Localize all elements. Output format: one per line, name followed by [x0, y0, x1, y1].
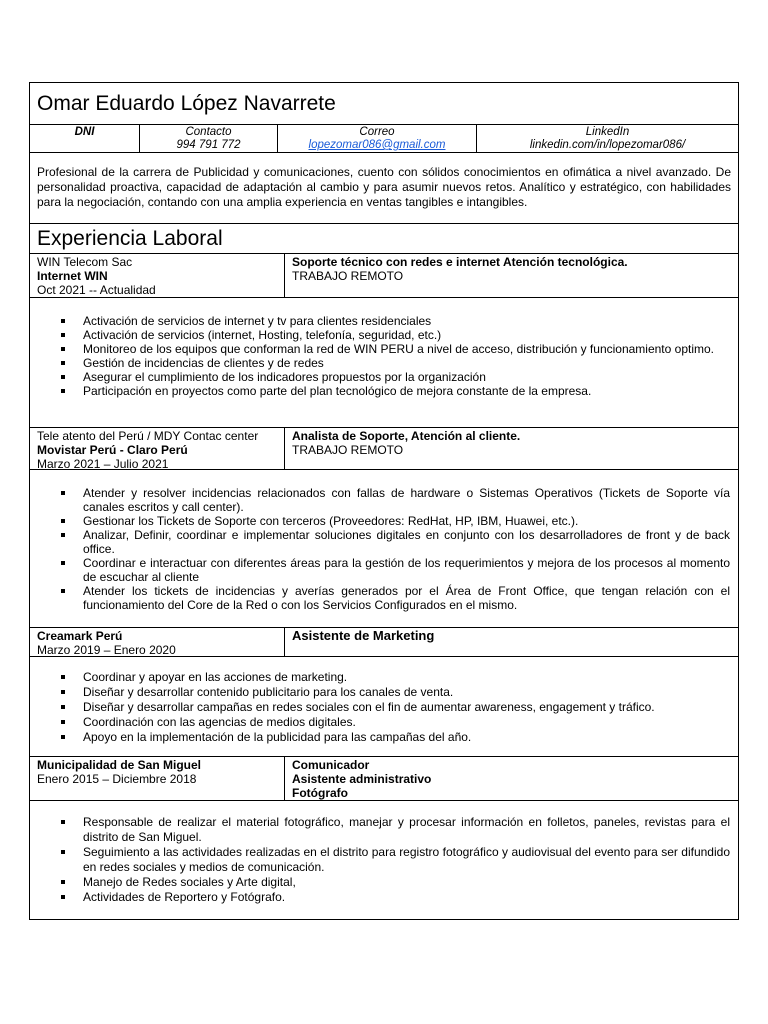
job-header	[30, 254, 738, 298]
job-duties	[30, 657, 738, 757]
linkedin-cell	[477, 125, 738, 152]
role-title: Asistente de Marketing	[292, 628, 435, 643]
job-company	[30, 428, 285, 469]
job-duties	[30, 298, 738, 428]
list-item: Manejo de Redes sociales y Arte digital,	[83, 875, 730, 890]
job-period: Enero 2015 – Diciembre 2018	[37, 772, 197, 786]
list-item: Atender los tickets de incidencias y averías generados por el Área de Front Office, que tengan relación con el funcionamiento del Core de la Red o con los Servicios Configurados en el mismo.	[83, 584, 730, 612]
job-duties	[30, 470, 738, 628]
job-period: Marzo 2019 – Enero 2020	[37, 643, 176, 657]
company-name: Tele atento del Perú / MDY Contac center	[37, 429, 259, 443]
job-company	[30, 254, 285, 297]
role-title: Asistente administrativo	[292, 772, 432, 786]
company-name: WIN Telecom Sac	[37, 255, 133, 269]
list-item: Apoyo en la implementación de la publicidad para las campañas del año.	[83, 730, 730, 745]
list-item: Diseñar y desarrollar contenido publicitario para los canales de venta.	[83, 685, 730, 700]
role-title: Fotógrafo	[292, 786, 348, 800]
role-title: Comunicador	[292, 758, 370, 772]
candidate-name: Omar Eduardo López Navarrete	[30, 83, 738, 125]
company-name: Creamark Perú	[37, 629, 123, 643]
linkedin-label: LinkedIn	[585, 126, 630, 138]
list-item: Responsable de realizar el material fotográfico, manejar y procesar información en folletos, paneles, revistas para el distrito de San Miguel.	[83, 815, 730, 844]
job-role	[285, 628, 738, 656]
experience-title: Experiencia Laboral	[30, 224, 738, 254]
work-mode: TRABAJO REMOTO	[292, 269, 404, 283]
list-item: Atender y resolver incidencias relacionados con fallas de hardware o Sistemas Operativos (Tickets de Soporte vía canales escritos y call center).	[83, 486, 730, 514]
job-period: Marzo 2021 – Julio 2021	[37, 457, 169, 471]
job-header	[30, 628, 738, 657]
job-company	[30, 628, 285, 656]
list-item: Monitoreo de los equipos que conforman la red de WIN PERU a nivel de acceso, distribución y funcionamiento optimo.	[83, 342, 730, 356]
company-brand: Internet WIN	[37, 269, 108, 283]
email-link[interactable]: lopezomar086@gmail.com	[308, 139, 446, 151]
list-item: Participación en proyectos como parte del plan tecnológico de mejora constante de la empresa.	[83, 384, 730, 398]
company-name: Municipalidad de San Miguel	[37, 758, 202, 772]
list-item: Coordinación con las agencias de medios digitales.	[83, 715, 730, 730]
email-label: Correo	[359, 126, 395, 138]
job-company	[30, 757, 285, 800]
job-roles	[285, 757, 738, 800]
list-item: Coordinar e interactuar con diferentes áreas para la gestión de los requerimientos y mejora de los procesos al momento de escuchar al cliente	[83, 556, 730, 584]
list-item: Activación de servicios (internet, Hosting, telefonía, seguridad, etc.)	[83, 328, 730, 342]
list-item: Asegurar el cumplimiento de los indicadores propuestos por la organización	[83, 370, 730, 384]
job-role	[285, 254, 738, 297]
list-item: Seguimiento a las actividades realizadas en el distrito para registro fotográfico y audiovisual del evento para ser difundido en redes sociales y medios de comunicación.	[83, 845, 730, 874]
phone-value: 994 791 772	[176, 139, 241, 151]
dni-label: DNI	[74, 126, 95, 138]
company-brand: Movistar Perú - Claro Perú	[37, 443, 188, 457]
job-header	[30, 757, 738, 801]
job-role	[285, 428, 738, 469]
phone-cell	[140, 125, 278, 152]
email-cell	[278, 125, 477, 152]
job-period: Oct 2021 -- Actualidad	[37, 283, 156, 297]
role-title: Analista de Soporte, Atención al cliente.	[292, 429, 521, 443]
phone-label: Contacto	[185, 126, 232, 138]
job-duties	[30, 801, 738, 919]
resume	[29, 82, 739, 920]
profile-summary: Profesional de la carrera de Publicidad y comunicaciones, cuento con sólidos conocimientos en ofimática a nivel avanzado. De personalidad proactiva, capacidad de adaptación al cambio y para asumir nuevos retos. Analítico y estratégico, con habilidades para la negociación, contando con una amplia experiencia en ventas tangibles e intangibles.	[30, 153, 738, 224]
work-mode: TRABAJO REMOTO	[292, 443, 404, 457]
list-item: Diseñar y desarrollar campañas en redes sociales con el fin de aumentar awareness, engagement y tráfico.	[83, 700, 730, 715]
job-header	[30, 428, 738, 470]
list-item: Gestionar los Tickets de Soporte con terceros (Proveedores: RedHat, HP, IBM, Huawei, etc.).	[83, 514, 730, 528]
list-item: Activación de servicios de internet y tv para clientes residenciales	[83, 314, 730, 328]
linkedin-value: linkedin.com/in/lopezomar086/	[529, 139, 686, 151]
list-item: Coordinar y apoyar en las acciones de marketing.	[83, 670, 730, 685]
contact-row	[30, 125, 738, 153]
list-item: Gestión de incidencias de clientes y de redes	[83, 356, 730, 370]
dni-cell	[30, 125, 140, 152]
role-title: Soporte técnico con redes e internet Atención tecnológica.	[292, 255, 628, 269]
list-item: Actividades de Reportero y Fotógrafo.	[83, 890, 730, 905]
list-item: Analizar, Definir, coordinar e implementar soluciones digitales en conjunto con los desarrolladores de front y de back office.	[83, 528, 730, 556]
